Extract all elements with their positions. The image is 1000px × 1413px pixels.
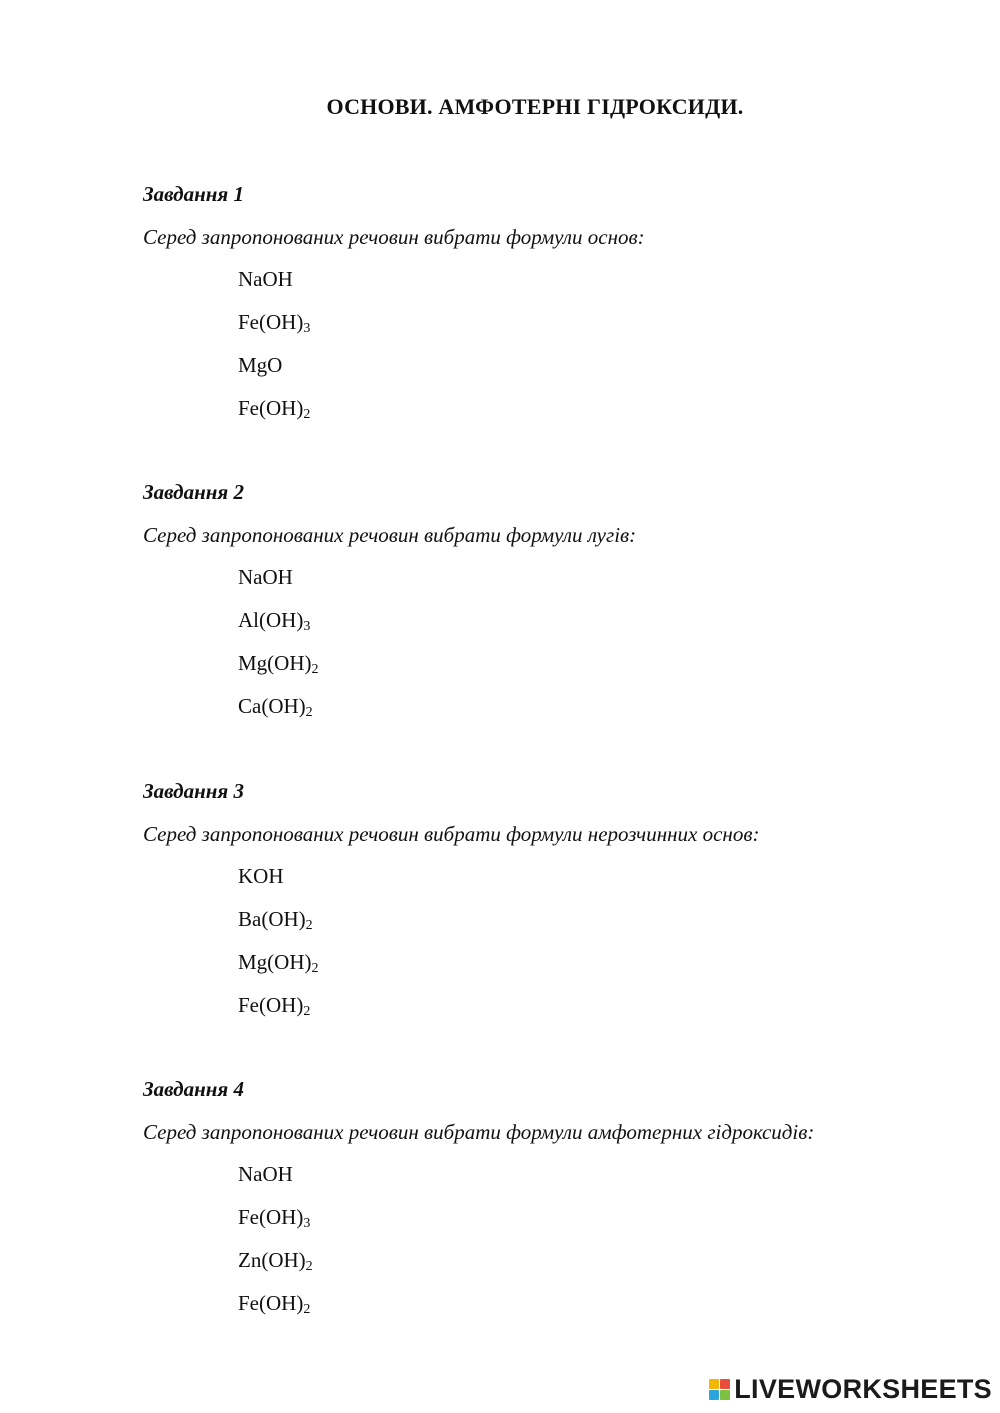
formula-base: Ba(OH) xyxy=(238,907,306,931)
formula-subscript: 3 xyxy=(303,1216,311,1231)
option-item[interactable] xyxy=(238,606,963,634)
option-item[interactable] xyxy=(238,862,963,890)
formula-base: Zn(OH) xyxy=(238,1248,306,1272)
logo-text: LIVEWORKSHEETS xyxy=(734,1374,992,1404)
logo-square-icon xyxy=(720,1390,730,1400)
task-1 xyxy=(143,180,963,437)
formula-subscript: 2 xyxy=(303,407,311,422)
task-heading: Завдання 1 xyxy=(143,182,244,206)
formula-subscript: 2 xyxy=(305,705,313,720)
option-item[interactable] xyxy=(238,1289,963,1317)
formula-base: Ca(OH) xyxy=(238,694,306,718)
task-2 xyxy=(143,478,963,735)
option-list xyxy=(238,563,963,720)
formula-base: Fe(OH) xyxy=(238,310,304,334)
task-4 xyxy=(143,1075,963,1332)
formula-subscript: 2 xyxy=(305,1259,313,1274)
formula-base: NaOH xyxy=(238,267,293,291)
task-heading: Завдання 4 xyxy=(143,1077,244,1101)
logo-grid-icon xyxy=(709,1379,730,1400)
task-3 xyxy=(143,777,963,1034)
formula-subscript: 3 xyxy=(303,321,311,336)
formula-base: KOH xyxy=(238,864,284,888)
option-item[interactable] xyxy=(238,991,963,1019)
formula-base: Mg(OH) xyxy=(238,950,312,974)
formula-subscript: 2 xyxy=(305,918,313,933)
option-item[interactable] xyxy=(238,394,963,422)
liveworksheets-logo[interactable] xyxy=(709,1374,992,1405)
formula-base: Fe(OH) xyxy=(238,993,304,1017)
formula-base: Fe(OH) xyxy=(238,1205,304,1229)
task-heading: Завдання 2 xyxy=(143,480,244,504)
task-prompt: Серед запропонованих речовин вибрати формули амфотерних гідроксидів: xyxy=(143,1120,815,1144)
logo-square-icon xyxy=(709,1379,719,1389)
formula-subscript: 2 xyxy=(311,662,319,677)
option-item[interactable] xyxy=(238,948,963,976)
formula-subscript: 2 xyxy=(303,1004,311,1019)
logo-square-icon xyxy=(720,1379,730,1389)
task-prompt: Серед запропонованих речовин вибрати формули нерозчинних основ: xyxy=(143,822,760,846)
logo-square-icon xyxy=(709,1390,719,1400)
formula-subscript: 3 xyxy=(303,619,311,634)
formula-base: Mg(OH) xyxy=(238,651,312,675)
option-item[interactable] xyxy=(238,265,963,293)
option-item[interactable] xyxy=(238,1160,963,1188)
option-item[interactable] xyxy=(238,1246,963,1274)
option-list xyxy=(238,265,963,422)
formula-subscript: 2 xyxy=(303,1302,311,1317)
option-list xyxy=(238,1160,963,1317)
option-item[interactable] xyxy=(238,692,963,720)
formula-base: MgO xyxy=(238,353,283,377)
formula-base: Fe(OH) xyxy=(238,1291,304,1315)
formula-base: NaOH xyxy=(238,565,293,589)
formula-subscript: 2 xyxy=(311,961,319,976)
option-list xyxy=(238,862,963,1019)
option-item[interactable] xyxy=(238,563,963,591)
option-item[interactable] xyxy=(238,1203,963,1231)
formula-base: Al(OH) xyxy=(238,608,304,632)
option-item[interactable] xyxy=(238,905,963,933)
task-heading: Завдання 3 xyxy=(143,779,244,803)
option-item[interactable] xyxy=(238,649,963,677)
task-prompt: Серед запропонованих речовин вибрати формули основ: xyxy=(143,225,645,249)
task-prompt: Серед запропонованих речовин вибрати формули лугів: xyxy=(143,523,637,547)
option-item[interactable] xyxy=(238,308,963,336)
option-item[interactable] xyxy=(238,351,963,379)
formula-base: NaOH xyxy=(238,1162,293,1186)
formula-base: Fe(OH) xyxy=(238,396,304,420)
page-title: ОСНОВИ. АМФОТЕРНІ ГІДРОКСИДИ. xyxy=(326,94,744,119)
